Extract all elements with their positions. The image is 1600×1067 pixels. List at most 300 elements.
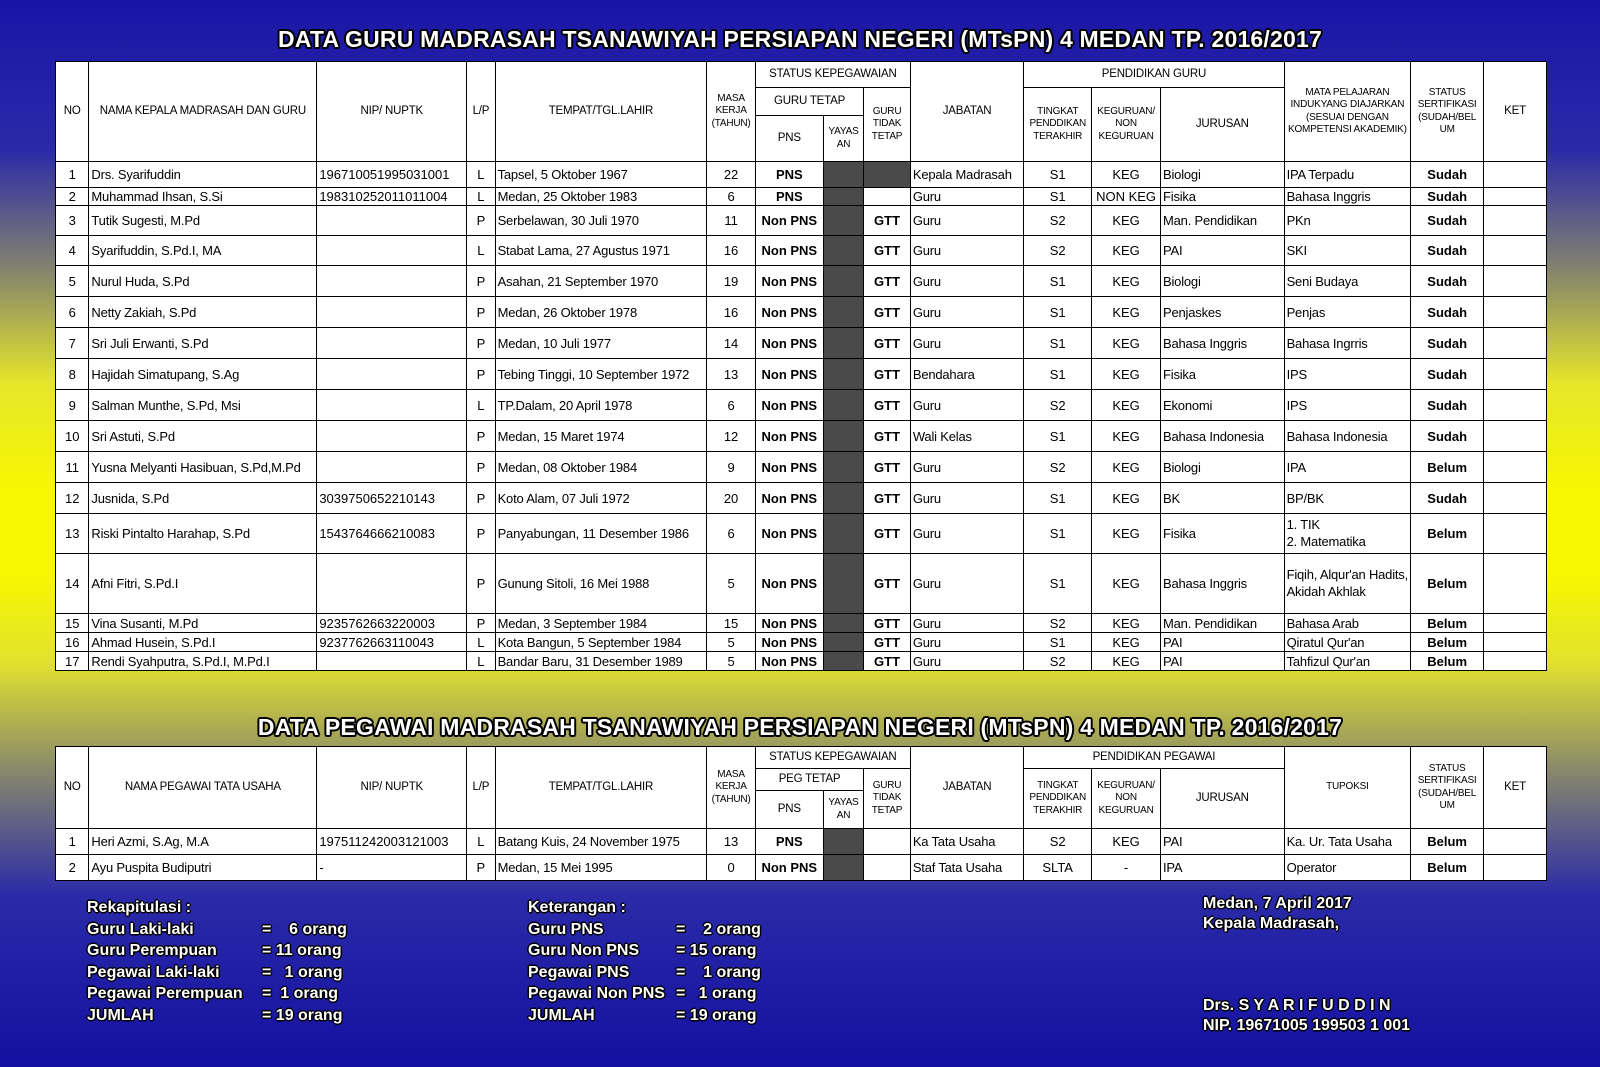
- cell-ket: [1484, 297, 1547, 328]
- cell-no: 4: [56, 236, 89, 266]
- cell-pns: Non PNS: [755, 483, 823, 514]
- cell-jabatan: Ka Tata Usaha: [910, 829, 1023, 855]
- cell-jabatan: Guru: [910, 614, 1023, 633]
- cell-nip: 3039750652210143: [317, 483, 467, 514]
- cell-nama: Syarifuddin, S.Pd.I, MA: [89, 236, 317, 266]
- cell-pns: Non PNS: [755, 452, 823, 483]
- cell-no: 8: [56, 359, 89, 390]
- cell-nama: Tutik Sugesti, M.Pd: [89, 206, 317, 236]
- cell-mapel: Bahasa Inggris: [1284, 188, 1411, 206]
- recap-label: Pegawai Laki-laki: [87, 963, 220, 981]
- recap-value: = 11 orang: [262, 942, 342, 959]
- cell-mapel: SKI: [1284, 236, 1411, 266]
- cell-ttl: Asahan, 21 September 1970: [495, 266, 707, 297]
- cell-sertifikasi: Sudah: [1411, 390, 1484, 421]
- cell-yayasan-shaded: [823, 633, 864, 652]
- cell-yayasan-shaded: [823, 514, 864, 554]
- cell-ket: [1484, 855, 1547, 881]
- cell-pns: Non PNS: [755, 855, 823, 881]
- cell-lp: L: [467, 652, 495, 671]
- cell-nip: [317, 652, 467, 671]
- cell-nama: Ahmad Husein, S.Pd.I: [89, 633, 317, 652]
- cell-no: 13: [56, 514, 89, 554]
- cell-ttl: Medan, 15 Maret 1974: [495, 421, 707, 452]
- cell-jabatan: Guru: [910, 652, 1023, 671]
- recap-row: [87, 983, 347, 1005]
- cell-keguruan: KEG: [1092, 614, 1161, 633]
- cell-ket: [1484, 829, 1547, 855]
- signature-block: [1203, 894, 1410, 1036]
- cell-yayasan-shaded: [823, 359, 864, 390]
- cell-nama: Riski Pintalto Harahap, S.Pd: [89, 514, 317, 554]
- cell-yayasan-shaded: [823, 328, 864, 359]
- cell-mapel: IPA: [1284, 452, 1411, 483]
- cell-keguruan: KEG: [1092, 554, 1161, 614]
- cell-gtt: GTT: [864, 483, 911, 514]
- cell-nip: [317, 359, 467, 390]
- cell-lp: P: [467, 483, 495, 514]
- cell-ttl: Medan, 10 Juli 1977: [495, 328, 707, 359]
- cell-tingkat: S1: [1024, 554, 1092, 614]
- cell-pns: Non PNS: [755, 554, 823, 614]
- cell-lp: L: [467, 390, 495, 421]
- notes-value: = 19 orang: [676, 1006, 757, 1024]
- notes-label: Guru PNS: [528, 920, 604, 938]
- cell-nip: 9235762663220003: [317, 614, 467, 633]
- cell-masa-kerja: 6: [707, 514, 756, 554]
- cell-jabatan: Kepala Madrasah: [910, 162, 1023, 188]
- cell-yayasan-shaded: [823, 829, 864, 855]
- cell-sertifikasi: Sudah: [1411, 162, 1484, 188]
- cell-lp: P: [467, 452, 495, 483]
- cell-mapel: Fiqih, Alqur'an Hadits, Akidah Akhlak: [1284, 554, 1411, 614]
- cell-lp: P: [467, 855, 495, 881]
- cell-pns: Non PNS: [755, 421, 823, 452]
- cell-pns: PNS: [755, 162, 823, 188]
- header-guru-tetap: GURU TETAP: [755, 88, 863, 116]
- notes-summary: [528, 897, 761, 1026]
- cell-sertifikasi: Belum: [1411, 652, 1484, 671]
- header-ket: KET: [1484, 747, 1547, 829]
- table-row: [56, 652, 1547, 671]
- cell-sertifikasi: Sudah: [1411, 297, 1484, 328]
- cell-sertifikasi: Belum: [1411, 633, 1484, 652]
- cell-tingkat: S1: [1024, 297, 1092, 328]
- cell-nip: [317, 421, 467, 452]
- cell-tingkat: S1: [1024, 266, 1092, 297]
- cell-masa-kerja: 11: [707, 206, 756, 236]
- cell-ttl: Kota Bangun, 5 September 1984: [495, 633, 707, 652]
- table-row: [56, 483, 1547, 514]
- cell-yayasan-shaded: [823, 390, 864, 421]
- cell-jabatan: Guru: [910, 236, 1023, 266]
- header-status-kepegawaian: STATUS KEPEGAWAIAN: [755, 62, 910, 88]
- header-tingkat: TINGKAT PENDDIKAN TERAKHIR: [1024, 88, 1092, 162]
- cell-keguruan: KEG: [1092, 390, 1161, 421]
- cell-masa-kerja: 6: [707, 390, 756, 421]
- cell-jurusan: IPA: [1160, 855, 1284, 881]
- cell-gtt: GTT: [864, 614, 911, 633]
- header-sertifikasi: STATUS SERTIFIKASI (SUDAH/BEL UM: [1411, 747, 1484, 829]
- cell-ttl: Tebing Tinggi, 10 September 1972: [495, 359, 707, 390]
- cell-gtt: GTT: [864, 452, 911, 483]
- cell-tingkat: S2: [1024, 829, 1092, 855]
- cell-lp: L: [467, 236, 495, 266]
- cell-nama: Drs. Syarifuddin: [89, 162, 317, 188]
- signature-role: Kepala Madrasah,: [1203, 915, 1340, 932]
- cell-ttl: Medan, 15 Mei 1995: [495, 855, 707, 881]
- cell-no: 12: [56, 483, 89, 514]
- recap-label: Pegawai Perempuan: [87, 985, 243, 1002]
- cell-pns: Non PNS: [755, 266, 823, 297]
- cell-masa-kerja: 12: [707, 421, 756, 452]
- notes-value: = 1 orang: [676, 963, 761, 981]
- teacher-data-table: [55, 61, 1547, 671]
- cell-masa-kerja: 14: [707, 328, 756, 359]
- cell-tingkat: S1: [1024, 514, 1092, 554]
- cell-jabatan: Staf Tata Usaha: [910, 855, 1023, 881]
- cell-yayasan-shaded: [823, 614, 864, 633]
- cell-jurusan: Fisika: [1161, 188, 1285, 206]
- cell-gtt: GTT: [864, 554, 911, 614]
- cell-sertifikasi: Sudah: [1411, 266, 1484, 297]
- cell-ttl: Gunung Sitoli, 16 Mei 1988: [495, 554, 707, 614]
- cell-pns: Non PNS: [755, 206, 823, 236]
- signature-name: Drs. S Y A R I F U D D I N: [1203, 997, 1391, 1014]
- cell-ttl: TP.Dalam, 20 April 1978: [495, 390, 707, 421]
- cell-nip: 197511242003121003: [317, 829, 467, 855]
- cell-ttl: Medan, 26 Oktober 1978: [495, 297, 707, 328]
- cell-ttl: Panyabungan, 11 Desember 1986: [495, 514, 707, 554]
- cell-yayasan-shaded: [823, 206, 864, 236]
- header-pns: PNS: [755, 116, 823, 162]
- cell-nip: 196710051995031001: [317, 162, 467, 188]
- header-ttl: TEMPAT/TGL.LAHIR: [495, 747, 707, 829]
- header-keguruan: KEGURUAN/ NON KEGURUAN: [1092, 88, 1161, 162]
- cell-lp: P: [467, 614, 495, 633]
- cell-jabatan: Bendahara: [910, 359, 1023, 390]
- cell-no: 5: [56, 266, 89, 297]
- table-row: [56, 421, 1547, 452]
- table-row: [56, 328, 1547, 359]
- cell-sertifikasi: Sudah: [1411, 188, 1484, 206]
- header-jabatan: JABATAN: [910, 747, 1023, 829]
- teacher-table-body: [56, 162, 1547, 671]
- cell-nip: [317, 236, 467, 266]
- table-row: [56, 855, 1547, 881]
- cell-gtt: GTT: [864, 297, 911, 328]
- cell-jabatan: Wali Kelas: [910, 421, 1023, 452]
- cell-jurusan: Penjaskes: [1161, 297, 1285, 328]
- cell-pns: PNS: [755, 829, 823, 855]
- header-pns: PNS: [755, 791, 823, 829]
- cell-nip: 9237762663110043: [317, 633, 467, 652]
- cell-yayasan-shaded: [823, 188, 864, 206]
- cell-keguruan: KEG: [1092, 328, 1161, 359]
- cell-no: 2: [56, 188, 89, 206]
- cell-no: 14: [56, 554, 89, 614]
- cell-keguruan: KEG: [1092, 297, 1161, 328]
- notes-label: Pegawai Non PNS: [528, 985, 665, 1002]
- cell-tingkat: SLTA: [1024, 855, 1092, 881]
- cell-keguruan: KEG: [1092, 162, 1161, 188]
- cell-tingkat: S1: [1024, 359, 1092, 390]
- cell-jabatan: Guru: [910, 452, 1023, 483]
- cell-gtt: GTT: [864, 633, 911, 652]
- header-jabatan: JABATAN: [910, 62, 1023, 162]
- cell-jurusan: PAI: [1161, 633, 1285, 652]
- signature-nip: NIP. 19671005 199503 1 001: [1203, 1017, 1411, 1034]
- cell-yayasan-shaded: [823, 483, 864, 514]
- cell-yayasan-shaded: [823, 421, 864, 452]
- cell-no: 16: [56, 633, 89, 652]
- cell-mapel: IPS: [1284, 390, 1411, 421]
- cell-yayasan-shaded: [823, 554, 864, 614]
- cell-nama: Muhammad Ihsan, S.Si: [89, 188, 317, 206]
- cell-jabatan: Guru: [910, 633, 1023, 652]
- table-row: [56, 359, 1547, 390]
- header-nip: NIP/ NUPTK: [317, 747, 467, 829]
- cell-jurusan: Biologi: [1161, 452, 1285, 483]
- table-row: [56, 452, 1547, 483]
- cell-jurusan: Man. Pendidikan: [1161, 206, 1285, 236]
- recap-value: = 1 orang: [262, 963, 343, 981]
- notes-value: = 15 orang: [676, 942, 757, 959]
- cell-ket: [1484, 652, 1547, 671]
- staff-table-title: DATA PEGAWAI MADRASAH TSANAWIYAH PERSIAPAN NEGERI (MTsPN) 4 MEDAN TP. 2016/2017: [257, 714, 1343, 740]
- cell-pns: Non PNS: [755, 390, 823, 421]
- cell-no: 10: [56, 421, 89, 452]
- cell-yayasan-shaded: [823, 266, 864, 297]
- notes-row: [528, 919, 761, 941]
- cell-nama: Yusna Melyanti Hasibuan, S.Pd,M.Pd: [89, 452, 317, 483]
- header-peg-tetap: PEG TETAP: [755, 769, 863, 791]
- cell-keguruan: KEG: [1092, 483, 1161, 514]
- cell-tingkat: S2: [1024, 236, 1092, 266]
- cell-nama: Jusnida, S.Pd: [89, 483, 317, 514]
- cell-nama: Heri Azmi, S.Ag, M.A: [89, 829, 317, 855]
- cell-nama: Sri Astuti, S.Pd: [89, 421, 317, 452]
- header-nip: NIP/ NUPTK: [317, 62, 467, 162]
- header-keguruan: KEGURUAN/ NON KEGURUAN: [1092, 769, 1161, 829]
- cell-masa-kerja: 13: [707, 359, 756, 390]
- cell-mapel: Qiratul Qur'an: [1284, 633, 1411, 652]
- cell-jurusan: PAI: [1161, 236, 1285, 266]
- cell-nama: Sri Juli Erwanti, S.Pd: [89, 328, 317, 359]
- header-lp: L/P: [467, 62, 495, 162]
- cell-sertifikasi: Belum: [1411, 554, 1484, 614]
- cell-jurusan: Bahasa Indonesia: [1161, 421, 1285, 452]
- cell-tingkat: S1: [1024, 188, 1092, 206]
- cell-ket: [1484, 390, 1547, 421]
- recap-value: = 1 orang: [262, 985, 339, 1002]
- cell-mapel: IPS: [1284, 359, 1411, 390]
- table-row: [56, 236, 1547, 266]
- header-jurusan: JURUSAN: [1160, 769, 1284, 829]
- table-row: [56, 514, 1547, 554]
- cell-jurusan: Biologi: [1161, 162, 1285, 188]
- header-masa-kerja: MASA KERJA (TAHUN): [707, 747, 756, 829]
- cell-nip: [317, 297, 467, 328]
- cell-nip: 1543764666210083: [317, 514, 467, 554]
- cell-ttl: Medan, 08 Oktober 1984: [495, 452, 707, 483]
- cell-jurusan: BK: [1161, 483, 1285, 514]
- cell-gtt: GTT: [864, 359, 911, 390]
- cell-keguruan: KEG: [1092, 514, 1161, 554]
- cell-mapel: BP/BK: [1284, 483, 1411, 514]
- header-gtt: GURU TIDAK TETAP: [864, 88, 911, 162]
- cell-ket: [1484, 483, 1547, 514]
- recap-label: JUMLAH: [87, 1006, 154, 1024]
- cell-sertifikasi: Belum: [1411, 855, 1484, 881]
- cell-tingkat: S1: [1024, 483, 1092, 514]
- cell-gtt: [864, 829, 911, 855]
- staff-table-header: [56, 747, 1547, 829]
- recap-row: [87, 940, 347, 962]
- cell-pns: Non PNS: [755, 633, 823, 652]
- cell-ket: [1484, 236, 1547, 266]
- cell-nama: Rendi Syahputra, S.Pd.I, M.Pd.I: [89, 652, 317, 671]
- cell-ttl: Serbelawan, 30 Juli 1970: [495, 206, 707, 236]
- cell-nip: 198310252011011004: [317, 188, 467, 206]
- cell-ket: [1484, 554, 1547, 614]
- cell-nip: [317, 206, 467, 236]
- cell-gtt: GTT: [864, 652, 911, 671]
- cell-jabatan: Guru: [910, 328, 1023, 359]
- cell-ttl: Batang Kuis, 24 November 1975: [495, 829, 707, 855]
- cell-ket: [1484, 328, 1547, 359]
- cell-yayasan-shaded: [823, 236, 864, 266]
- cell-pns: Non PNS: [755, 359, 823, 390]
- cell-jurusan: Fisika: [1161, 514, 1285, 554]
- cell-masa-kerja: 6: [707, 188, 756, 206]
- staff-data-table: [55, 746, 1547, 881]
- notes-value: = 1 orang: [676, 985, 757, 1002]
- notes-row: [528, 1005, 761, 1027]
- header-pendidikan: PENDIDIKAN GURU: [1024, 62, 1284, 88]
- header-no: NO: [56, 62, 89, 162]
- cell-mapel: Bahasa Ingrris: [1284, 328, 1411, 359]
- cell-mapel: Seni Budaya: [1284, 266, 1411, 297]
- cell-keguruan: KEG: [1092, 266, 1161, 297]
- cell-yayasan-shaded: [823, 297, 864, 328]
- table-row: [56, 266, 1547, 297]
- cell-masa-kerja: 22: [707, 162, 756, 188]
- cell-jabatan: Guru: [910, 554, 1023, 614]
- cell-pns: Non PNS: [755, 614, 823, 633]
- cell-yayasan-shaded: [823, 855, 864, 881]
- cell-keguruan: KEG: [1092, 359, 1161, 390]
- table-row: [56, 633, 1547, 652]
- notes-label: JUMLAH: [528, 1006, 595, 1024]
- header-nama: NAMA KEPALA MADRASAH DAN GURU: [89, 62, 317, 162]
- cell-jurusan: Bahasa Inggris: [1161, 328, 1285, 359]
- cell-mapel: PKn: [1284, 206, 1411, 236]
- cell-masa-kerja: 9: [707, 452, 756, 483]
- cell-sertifikasi: Sudah: [1411, 483, 1484, 514]
- notes-row: [528, 962, 761, 984]
- cell-ket: [1484, 514, 1547, 554]
- cell-jabatan: Guru: [910, 390, 1023, 421]
- header-status-kepegawaian: STATUS KEPEGAWAIAN: [755, 747, 910, 769]
- cell-pns: Non PNS: [755, 236, 823, 266]
- recap-row: [87, 1005, 347, 1027]
- header-yayasan: YAYAS AN: [823, 791, 864, 829]
- cell-lp: P: [467, 359, 495, 390]
- cell-ttl: Koto Alam, 07 Juli 1972: [495, 483, 707, 514]
- cell-ttl: Medan, 25 Oktober 1983: [495, 188, 707, 206]
- cell-sertifikasi: Sudah: [1411, 421, 1484, 452]
- cell-no: 15: [56, 614, 89, 633]
- cell-keguruan: KEG: [1092, 236, 1161, 266]
- cell-ket: [1484, 421, 1547, 452]
- cell-yayasan-shaded: [823, 652, 864, 671]
- cell-masa-kerja: 19: [707, 266, 756, 297]
- recap-title: Rekapitulasi :: [87, 899, 192, 916]
- cell-pns: Non PNS: [755, 328, 823, 359]
- recap-row: [87, 962, 347, 984]
- cell-jabatan: Guru: [910, 206, 1023, 236]
- cell-jurusan: Man. Pendidikan: [1161, 614, 1285, 633]
- cell-gtt: [864, 188, 911, 206]
- cell-ket: [1484, 614, 1547, 633]
- cell-keguruan: KEG: [1092, 452, 1161, 483]
- notes-title: Keterangan :: [528, 899, 626, 916]
- header-sertifikasi: STATUS SERTIFIKASI (SUDAH/BEL UM: [1411, 62, 1484, 162]
- cell-gtt: GTT: [864, 514, 911, 554]
- cell-sertifikasi: Belum: [1411, 514, 1484, 554]
- cell-jurusan: Ekonomi: [1161, 390, 1285, 421]
- cell-no: 6: [56, 297, 89, 328]
- header-gtt: GURU TIDAK TETAP: [864, 769, 911, 829]
- cell-nama: Nurul Huda, S.Pd: [89, 266, 317, 297]
- cell-yayasan-shaded: [823, 162, 864, 188]
- cell-gtt: GTT: [864, 328, 911, 359]
- cell-jabatan: Guru: [910, 514, 1023, 554]
- cell-gtt: [864, 855, 911, 881]
- cell-jabatan: Guru: [910, 297, 1023, 328]
- cell-ttl: Bandar Baru, 31 Desember 1989: [495, 652, 707, 671]
- cell-nama: Afni Fitri, S.Pd.I: [89, 554, 317, 614]
- cell-jurusan: Bahasa Inggris: [1161, 554, 1285, 614]
- cell-tupoksi: Ka. Ur. Tata Usaha: [1284, 829, 1411, 855]
- header-masa-kerja: MASA KERJA (TAHUN): [707, 62, 756, 162]
- cell-ket: [1484, 359, 1547, 390]
- header-ttl: TEMPAT/TGL.LAHIR: [495, 62, 707, 162]
- table-row: [56, 554, 1547, 614]
- cell-keguruan: KEG: [1092, 652, 1161, 671]
- cell-masa-kerja: 20: [707, 483, 756, 514]
- staff-table-body: [56, 829, 1547, 881]
- cell-pns: Non PNS: [755, 297, 823, 328]
- header-ket: KET: [1484, 62, 1547, 162]
- cell-yayasan-shaded: [823, 452, 864, 483]
- cell-tingkat: S1: [1024, 162, 1092, 188]
- header-lp: L/P: [467, 747, 495, 829]
- cell-masa-kerja: 5: [707, 554, 756, 614]
- table-row: [56, 390, 1547, 421]
- cell-masa-kerja: 16: [707, 297, 756, 328]
- cell-nip: [317, 390, 467, 421]
- cell-nip: [317, 452, 467, 483]
- recap-value: = 6 orang: [262, 920, 347, 938]
- cell-sertifikasi: Belum: [1411, 829, 1484, 855]
- cell-jurusan: Biologi: [1161, 266, 1285, 297]
- signature-place-date: Medan, 7 April 2017: [1203, 895, 1352, 912]
- cell-ket: [1484, 188, 1547, 206]
- cell-mapel: Penjas: [1284, 297, 1411, 328]
- cell-ttl: Stabat Lama, 27 Agustus 1971: [495, 236, 707, 266]
